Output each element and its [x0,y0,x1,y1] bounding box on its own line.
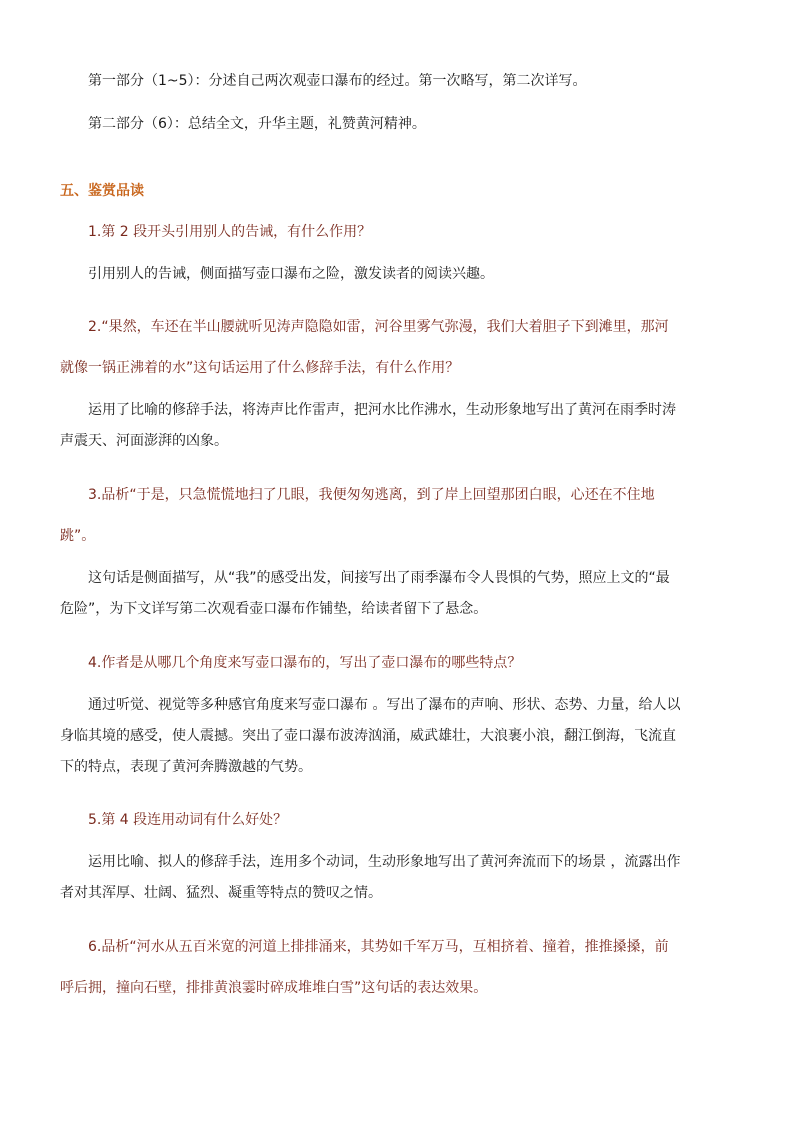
question-2-line-2: 就像一锅正沸着的水”这句话运用了什么修辞手法，有什么作用？ [60,360,460,376]
section-heading: 五、鉴赏品读 [60,183,144,199]
answer-2-line-2: 声震天、河面澎湃的凶象。 [60,433,228,449]
question-6-line-1: 6.品析“河水从五百米宽的河道上排排涌来，其势如千军万马，互相挤着、撞着，推推搡搡，前 [88,939,669,955]
question-2-line-1: 2.“果然，车还在半山腰就听见涛声隐隐如雷，河谷里雾气弥漫，我们大着胆子下到滩里，那河 [88,319,669,335]
question-6-line-2: 呼后拥，撞向石壁，排排黄浪霎时碎成堆堆白雪”这句话的表达效果。 [60,980,488,996]
answer-5-line-1: 运用比喻、拟人的修辞手法，连用多个动词，生动形象地写出了黄河奔流而下的场景 ，流露出作 [88,854,681,870]
question-5: 5.第 4 段连用动词有什么好处？ [88,812,288,828]
answer-4-line-1: 通过听觉、视觉等多种感官角度来写壶口瀑布 。写出了瀑布的声响、形状、态势、力量，给人以 [88,697,681,713]
answer-1: 引用别人的告诫，侧面描写壶口瀑布之险，激发读者的阅读兴趣。 [88,266,494,282]
answer-2-line-1: 运用了比喻的修辞手法，将涛声比作雷声，把河水比作沸水，生动形象地写出了黄河在雨季时涛 [88,402,676,418]
question-4: 4.作者是从哪几个角度来写壶口瀑布的，写出了壶口瀑布的哪些特点？ [88,655,522,671]
question-3-line-1: 3.品析“于是，只急慌慌地扫了几眼，我便匆匆逃离，到了岸上回望那团白眼，心还在不住地 [88,487,655,503]
answer-3-line-1: 这句话是侧面描写，从“我”的感受出发，间接写出了雨季瀑布令人畏惧的气势，照应上文的“最 [88,570,670,586]
answer-4-line-2: 身临其境的感受，使人震撼。突出了壶口瀑布波涛汹涌，威武雄壮，大浪裹小浪，翻江倒海，飞流直 [60,728,676,744]
question-1: 1.第 2 段开头引用别人的告诫，有什么作用？ [88,224,372,240]
answer-3-line-2: 危险”，为下文详写第二次观看壶口瀑布作铺垫，给读者留下了悬念。 [60,601,488,617]
structure-part-one: 第一部分（1~5）：分述自己两次观壶口瀑布的经过。第一次略写，第二次详写。 [88,73,587,89]
answer-5-line-2: 者对其浑厚、壮阔、猛烈、凝重等特点的赞叹之情。 [60,885,382,901]
structure-part-two: 第二部分（6）：总结全文，升华主题，礼赞黄河精神。 [88,116,426,132]
question-3-line-2: 跳”。 [60,528,96,544]
answer-4-line-3: 下的特点，表现了黄河奔腾激越的气势。 [60,759,312,775]
